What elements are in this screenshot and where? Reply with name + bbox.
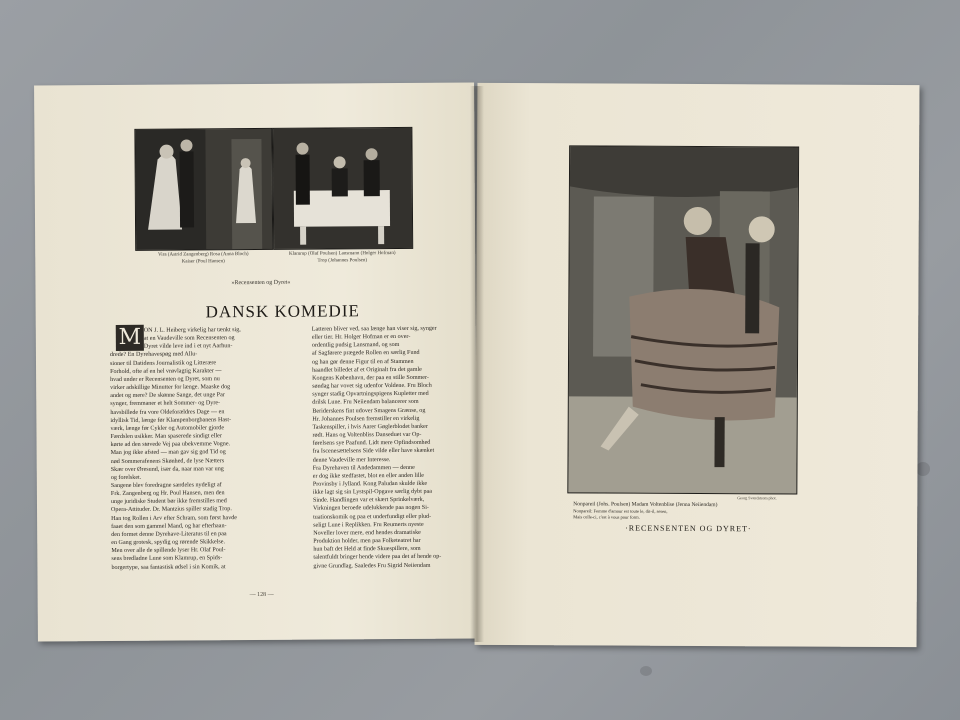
article-line: Færdslen usikker. Man spaserede sindigt eller: [110, 433, 222, 441]
article-line: Han tog Rollen i Arv efter Schram, som først havde: [111, 514, 238, 522]
article-column-1: [110, 326, 298, 589]
article-line: tuationskomik og paa et underfundigt eller plud-: [313, 513, 432, 521]
article-line: Virkningen beroede udelukkende paa nogen Si-: [313, 505, 429, 513]
article-line: Men over alle de spillende lyser Hr. Olaf Poul-: [111, 547, 226, 555]
play-subtitle: »Recensenten og Dyret«: [231, 279, 291, 287]
photo-caption-names: Nonpareil (Johs. Poulsen) Madam Voltenblise (Jenna Neiiendam): [573, 501, 718, 509]
left-page: [34, 82, 478, 641]
article-line: Provinsby i Jylland. Kong Paludan skulde ikke: [312, 480, 428, 488]
article-line: Latteren bliver ved, saa længe han viser sig, synger: [311, 325, 437, 333]
photo-caption-quote-1: Nonpareil: Femme d'amour est toute le, dit-il, sesen,: [573, 508, 668, 514]
article-line: er dog ikke stedfastet, blot en eller anden lille: [312, 472, 425, 480]
article-line: talentfuldt bringer hende videre paa det af hende op-: [313, 554, 442, 561]
stage-photo-right: [272, 127, 413, 250]
article-line: hvad under er Recensenten og Dyret, som nu: [110, 376, 220, 383]
drop-cap: M: [116, 325, 144, 351]
article-line: kørte ad den støvede Vej paa ubekvemme Vogne.: [110, 441, 231, 449]
right-page: [475, 83, 920, 647]
photo-credit: Georg Sværdstrøm phot.: [737, 495, 777, 501]
article-line: Skær over Øresund, især da, naar man var ung: [110, 465, 224, 473]
article-line: den formet denne Dyrehave-Literatus til en paa: [111, 531, 227, 538]
article-line: ON J. L. Heiberg virkelig har tænkt sig,: [143, 327, 241, 334]
page-number: — 128 —: [249, 591, 274, 599]
article-line: haandlet billedet af et Originalt fra det gamle: [312, 366, 422, 374]
article-line: rødt. Hans og Voltenbliss Danseduet var Op-: [312, 431, 422, 439]
article-line: Forhold, ofte af en hel vrøvlagtig Karakter —: [110, 368, 222, 375]
article-line: Produktion holder, men paa Folketeatret har: [313, 537, 421, 545]
stage-photo-left: [134, 128, 273, 251]
article-line: sens bredladne Lune som Klamrup, en Spids-: [111, 555, 223, 563]
article-line: denne Vaudeville mer Interesse.: [312, 456, 391, 464]
article-line: Frk. Zangenberg og Hr. Poul Hansen, men den: [110, 490, 225, 498]
article-line: nød Sommerafenens Skønhed, de lyse Nætters: [110, 457, 225, 465]
photo-title: ·RECENSENTEN OG DYRET·: [625, 523, 752, 534]
article-line: borgertype, saa fantastisk ødsel i sin Komik, at: [111, 563, 226, 571]
article-line: virker adskillige Minutter for længe. Maaske dog: [110, 384, 231, 392]
article-line: Hr. Johannes Poulsen fremstiller en virkelig: [312, 415, 420, 423]
article-line: Sinde. Handlingen var et skært Sprinkelværk,: [312, 497, 425, 504]
article-line: Fra Dyrehaven til Andedammen — denne: [312, 464, 415, 472]
article-line: eller tier. Hr. Holger Hofman er en over-: [311, 334, 411, 341]
article-line: unge juridiske Student bør ikke fremstilles med: [110, 498, 227, 506]
article-line: en Gang grotesk, spydig og rørende Skikkelse.: [111, 539, 226, 547]
article-line: søndag har vovet sig udenfor Voldene. Fru Bloch: [312, 382, 432, 390]
article-line: havsbillede fra vore Oldeforældres Dage — en: [110, 408, 225, 416]
article-line: værk, længe før Cykler og Automobiler gjorde: [110, 425, 225, 432]
article-column-2: [312, 324, 490, 587]
article-line: og han gør denne Figur til en af Stammen: [311, 358, 414, 366]
article-line: Noveller lover mere, end hendes dramatiske: [313, 529, 421, 537]
article-line: Taskenspiller, i hvis Aarer Gøglerblodet banker: [312, 423, 428, 431]
article-line: sioner til Datidens Journalistik og Litterære: [109, 359, 217, 367]
article-line: faaet den som gammel Mand, og har efterhaan-: [111, 522, 227, 530]
article-line: givne Grundlag. Saaledes Fru Sigrid Neiiendam: [313, 562, 431, 570]
article-line: Kongens København, der paa en stille Sommer-: [312, 374, 429, 382]
dance-scene-image: [568, 146, 798, 493]
article-line: synger stadig Opvartningspigens Kupletter med: [312, 391, 429, 398]
stage-dance-photo: [567, 145, 799, 494]
article-line: drede? En Dyrehavespøg med Allu-: [109, 351, 198, 359]
article-line: idyllisk Tid, længe før Klampenborgbanens Hast-: [110, 416, 232, 424]
photo-caption-right-sub: Trop (Johannes Poulsen): [317, 258, 368, 264]
article-line: førelsens sye Paafund. Lidt mere Opfindsomhed: [312, 439, 431, 447]
article-line: fra Iscenesættelsens Side vilde eller have skænket: [312, 448, 435, 455]
article-line: Opera-Attituder. Dr. Mantzius spiller stadig Trop.: [111, 506, 232, 514]
article-line: drilsk Lune. Fru Neiiendam balancerer som: [312, 399, 419, 407]
photo-caption-left-sub: Kaiser (Poul Hansen): [181, 259, 225, 265]
article-heading: DANSK KOMEDIE: [205, 301, 360, 322]
dinner-scene-image: [273, 128, 412, 249]
article-line: Beriderskens fint udover Smagens Grænse, og: [312, 407, 426, 415]
article-line: at en Vaudeville som Recensenten og: [143, 335, 235, 342]
article-line: ordentlig pudsig Lansmand, og som: [311, 342, 400, 349]
article-line: Dyret vilde leve ind i et nyt Aarhun-: [143, 343, 233, 351]
photo-caption-left: Vira (Astrid Zangenberg) Rosa (Anna Bloch): [157, 252, 249, 258]
article-line: andet og mere? De skønne Sange, det unge Par: [110, 392, 225, 400]
photo-caption-right: Klamrup (Olaf Poulsen) Lansmann (Holger Hofman): [288, 251, 396, 257]
article-line: seligt Lune i Replikken. Fru Reumerts nyeste: [313, 521, 424, 529]
article-line: af Sagførere prægede Rollen en særlig Fund: [311, 350, 420, 358]
article-line: og forelsket.: [110, 474, 142, 481]
article-line: Sangene blev foredragne særdeles nydeligt af: [110, 482, 222, 489]
article-line: hun baft det Held at finde Skuespillere, som: [313, 546, 421, 553]
article-line: Man jog ikke afsted — man gav sig god Tid og: [110, 449, 226, 457]
stage-scene-image: [135, 129, 272, 250]
photo-caption-quote-2: Mais celle-ci, c'est à vous pour form.: [573, 514, 640, 520]
page-gutter: [470, 86, 484, 642]
article-line: synger, fremmaner et helt Sommer- og Dyre-: [110, 400, 221, 408]
article-line: ikke lagt sig sin Lystspil-Opgave særlig dybt paa: [312, 488, 432, 496]
